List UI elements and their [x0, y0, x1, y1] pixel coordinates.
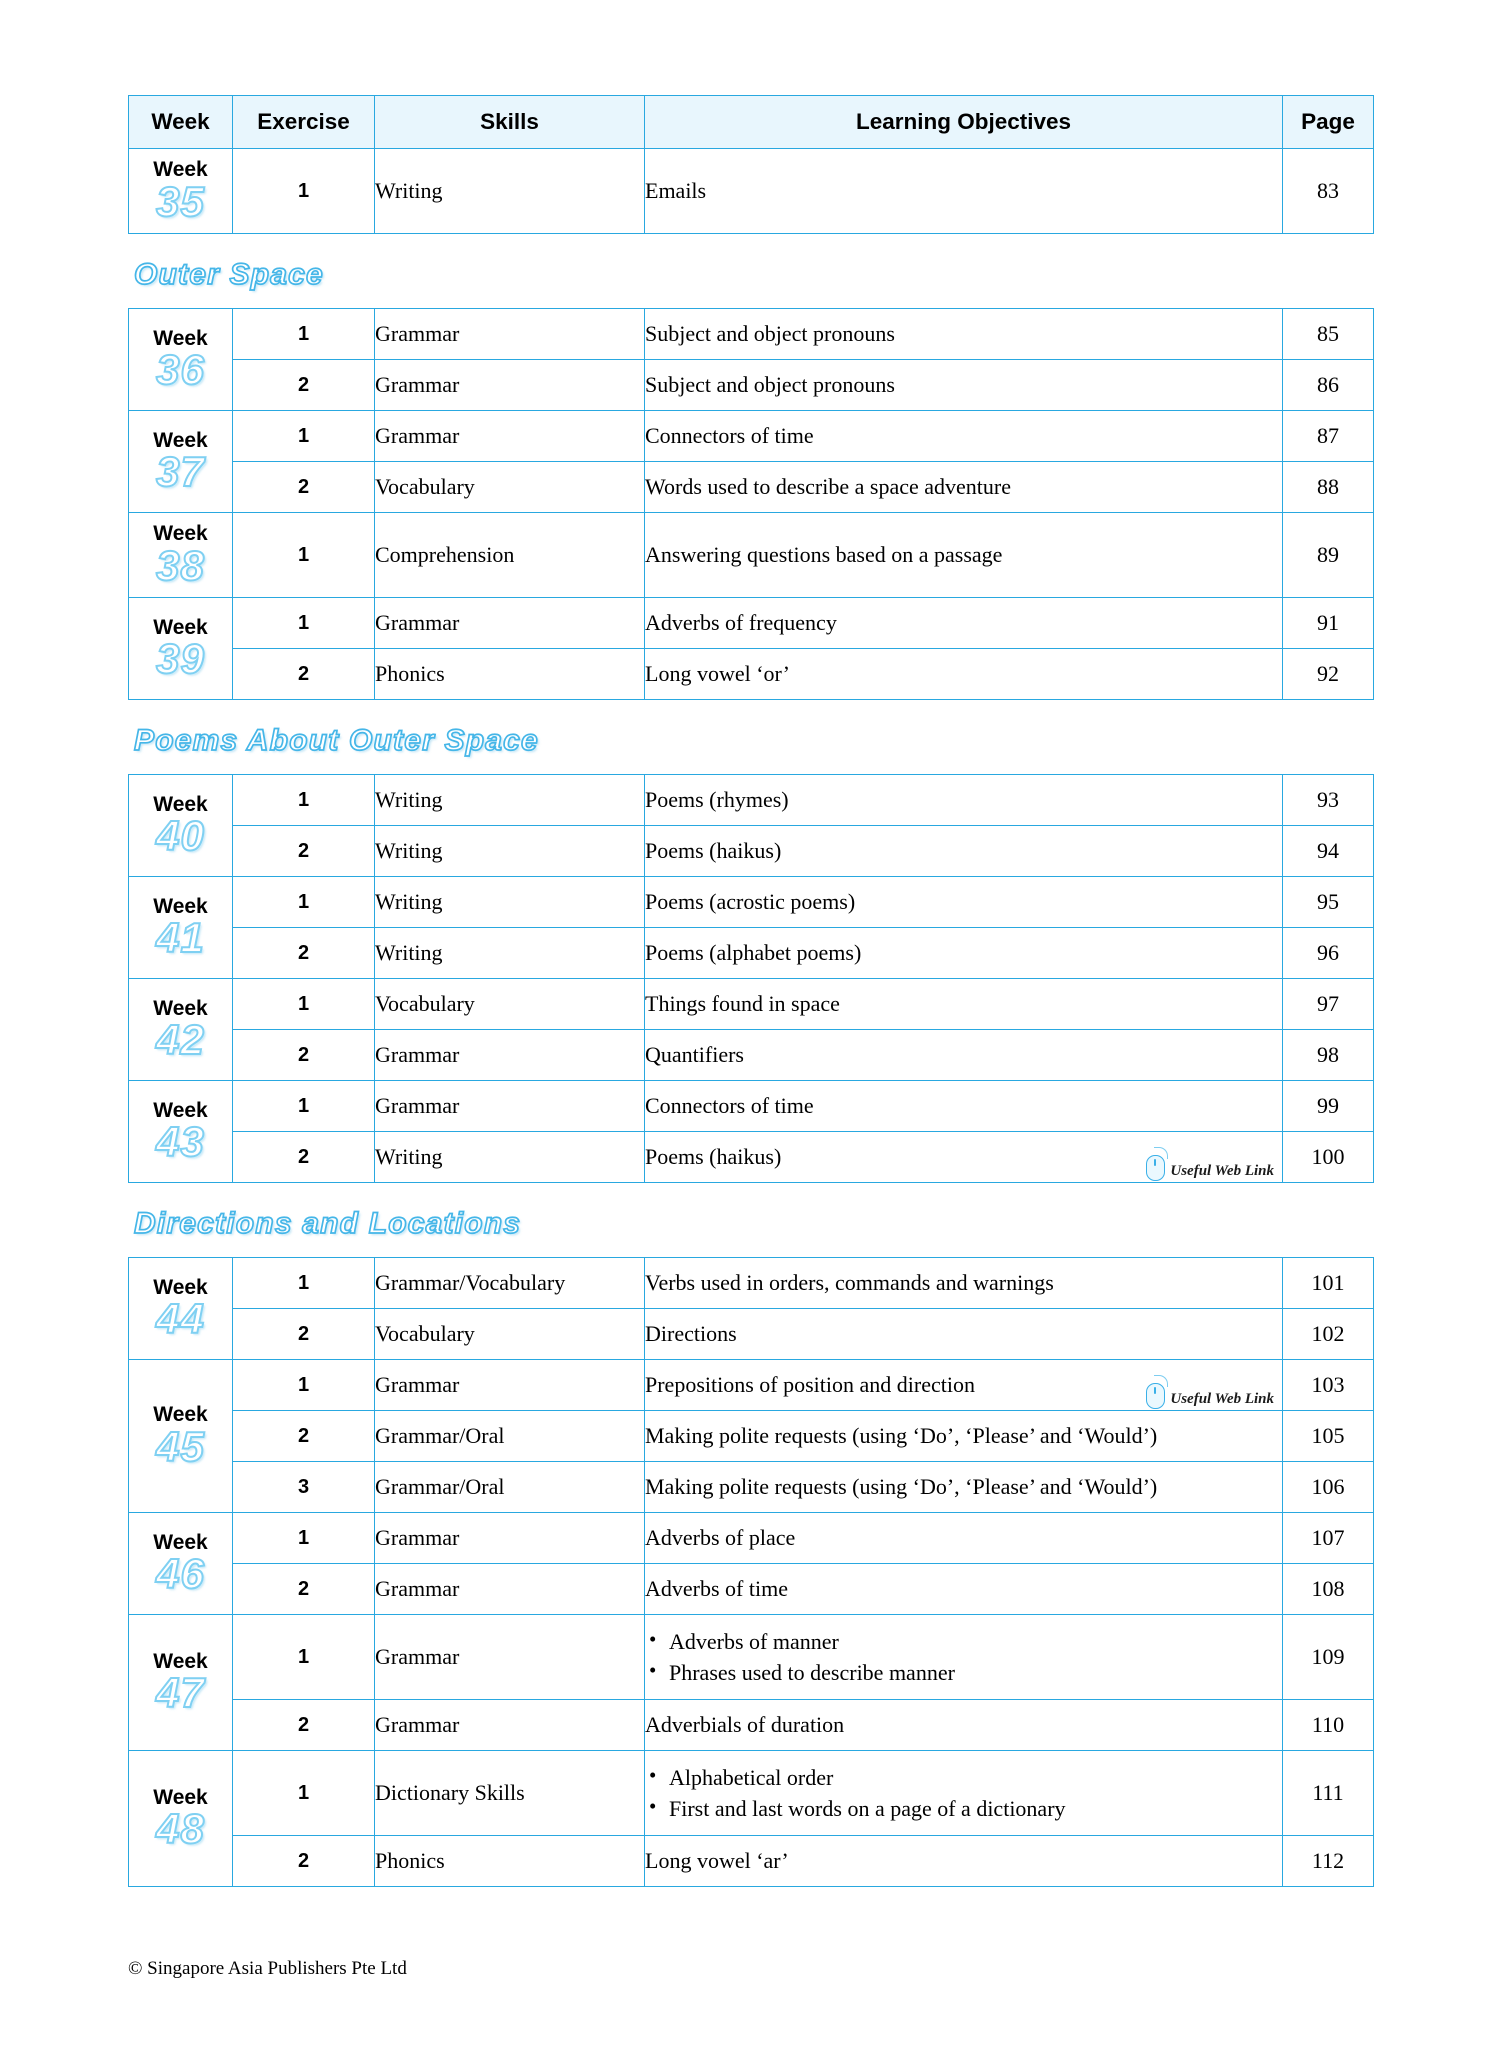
section-title-outer-space: Outer Space: [134, 258, 324, 291]
week-label: Week: [153, 428, 208, 452]
week-cell: [129, 1081, 233, 1183]
week-cell: [129, 1258, 233, 1360]
page-cell: 97: [1283, 979, 1374, 1030]
table-row: [129, 1836, 1374, 1887]
objective-cell: Adverbials of duration: [645, 1700, 1283, 1751]
week-number: 44: [156, 1295, 205, 1343]
objective-cell: Adverbs of time: [645, 1564, 1283, 1615]
table-row: [129, 1309, 1374, 1360]
page-cell: 106: [1283, 1462, 1374, 1513]
objective-cell: Verbs used in orders, commands and warnings: [645, 1258, 1283, 1309]
skills-cell: Grammar/Vocabulary: [375, 1258, 645, 1309]
objective-cell: Long vowel ‘or’: [645, 649, 1283, 700]
objective-cell: Poems (acrostic poems): [645, 877, 1283, 928]
page-cell: 111: [1283, 1751, 1374, 1836]
exercise-cell: 1: [233, 598, 375, 649]
week-number: 37: [156, 448, 205, 496]
schedule-table-directions: [128, 1257, 1374, 1887]
objective-text: Prepositions of position and direction: [645, 1372, 975, 1397]
exercise-cell: 1: [233, 411, 375, 462]
page-cell: 101: [1283, 1258, 1374, 1309]
page-cell: 100: [1283, 1132, 1374, 1183]
table-row: [129, 411, 1374, 462]
week-number: 40: [156, 812, 205, 860]
skills-cell: Grammar: [375, 1513, 645, 1564]
column-header-exercise: Exercise: [233, 96, 375, 149]
table-row: [129, 598, 1374, 649]
table-row: [129, 1513, 1374, 1564]
objective-cell: [645, 1751, 1283, 1836]
week-label: Week: [153, 1403, 208, 1427]
table-row: [129, 1360, 1374, 1411]
objective-cell: Subject and object pronouns: [645, 360, 1283, 411]
skills-cell: Grammar: [375, 309, 645, 360]
objective-cell: [645, 1132, 1283, 1183]
week-number: 35: [156, 177, 205, 225]
objective-bullet-list: [645, 1626, 1282, 1688]
exercise-cell: 2: [233, 1132, 375, 1183]
table-row: [129, 149, 1374, 234]
page-cell: 102: [1283, 1309, 1374, 1360]
week-label: Week: [153, 1275, 208, 1299]
exercise-cell: 2: [233, 1564, 375, 1615]
table-row: [129, 1700, 1374, 1751]
objective-cell: [645, 1360, 1283, 1411]
exercise-cell: 2: [233, 649, 375, 700]
page-cell: 85: [1283, 309, 1374, 360]
useful-web-link-label: Useful Web Link: [1170, 1391, 1274, 1407]
skills-cell: Grammar: [375, 1700, 645, 1751]
week-number: 46: [156, 1550, 205, 1598]
week-label: Week: [153, 158, 208, 182]
table-row: [129, 775, 1374, 826]
objective-cell: Things found in space: [645, 979, 1283, 1030]
page-cell: 91: [1283, 598, 1374, 649]
week-number: 45: [156, 1422, 205, 1470]
exercise-cell: 1: [233, 1513, 375, 1564]
week-label: Week: [153, 326, 208, 350]
page-cell: 110: [1283, 1700, 1374, 1751]
week-number: 41: [156, 914, 205, 962]
list-item: • Phrases used to describe manner: [667, 1657, 1282, 1688]
mouse-icon: [1142, 1375, 1168, 1409]
table-row: [129, 649, 1374, 700]
column-header-week: Week: [129, 96, 233, 149]
exercise-cell: 1: [233, 775, 375, 826]
skills-cell: Grammar/Oral: [375, 1411, 645, 1462]
exercise-cell: 2: [233, 928, 375, 979]
table-row: [129, 309, 1374, 360]
table-body-top: [129, 149, 1374, 234]
objective-cell: Quantifiers: [645, 1030, 1283, 1081]
week-cell: [129, 775, 233, 877]
table-row: [129, 1615, 1374, 1700]
week-cell: [129, 598, 233, 700]
skills-cell: Writing: [375, 149, 645, 234]
week-number: 38: [156, 541, 205, 589]
week-number: 36: [156, 346, 205, 394]
page-cell: 99: [1283, 1081, 1374, 1132]
week-label: Week: [153, 792, 208, 816]
useful-web-link-badge[interactable]: [1142, 1375, 1274, 1409]
page-cell: 95: [1283, 877, 1374, 928]
week-number: 42: [156, 1016, 205, 1064]
skills-cell: Grammar: [375, 1615, 645, 1700]
exercise-cell: 1: [233, 1258, 375, 1309]
page-cell: 86: [1283, 360, 1374, 411]
table-row: [129, 1751, 1374, 1836]
schedule-table-outer-space: [128, 308, 1374, 700]
useful-web-link-label: Useful Web Link: [1170, 1163, 1274, 1179]
objective-cell: Poems (alphabet poems): [645, 928, 1283, 979]
skills-cell: Grammar: [375, 1564, 645, 1615]
page-cell: 92: [1283, 649, 1374, 700]
mouse-icon: [1142, 1147, 1168, 1181]
page-cell: 93: [1283, 775, 1374, 826]
column-header-skills: Skills: [375, 96, 645, 149]
exercise-cell: 2: [233, 462, 375, 513]
page-cell: 88: [1283, 462, 1374, 513]
week-cell: [129, 877, 233, 979]
week-cell: [129, 149, 233, 234]
table-row: [129, 1411, 1374, 1462]
week-label: Week: [153, 1530, 208, 1554]
skills-cell: Comprehension: [375, 513, 645, 598]
page-cell: 98: [1283, 1030, 1374, 1081]
exercise-cell: 2: [233, 1309, 375, 1360]
list-item: • Alphabetical order: [667, 1762, 1282, 1793]
exercise-cell: 1: [233, 1360, 375, 1411]
skills-cell: Grammar: [375, 411, 645, 462]
exercise-cell: 1: [233, 309, 375, 360]
table-row: [129, 1030, 1374, 1081]
table-body-poems: [129, 775, 1374, 1183]
week-label: Week: [153, 615, 208, 639]
exercise-cell: 3: [233, 1462, 375, 1513]
week-cell: [129, 1751, 233, 1887]
skills-cell: Vocabulary: [375, 1309, 645, 1360]
objective-cell: [645, 1615, 1283, 1700]
skills-cell: Phonics: [375, 1836, 645, 1887]
objective-cell: Adverbs of place: [645, 1513, 1283, 1564]
exercise-cell: 1: [233, 877, 375, 928]
exercise-cell: 2: [233, 1030, 375, 1081]
objective-cell: Adverbs of frequency: [645, 598, 1283, 649]
objective-cell: Words used to describe a space adventure: [645, 462, 1283, 513]
objective-cell: Subject and object pronouns: [645, 309, 1283, 360]
exercise-cell: 2: [233, 1836, 375, 1887]
page-cell: 103: [1283, 1360, 1374, 1411]
table-body-outer-space: [129, 309, 1374, 700]
section-title-directions-and-locations: Directions and Locations: [134, 1207, 522, 1240]
week-label: Week: [153, 996, 208, 1020]
table-row: [129, 513, 1374, 598]
week-cell: [129, 513, 233, 598]
week-label: Week: [153, 894, 208, 918]
week-cell: [129, 1513, 233, 1615]
page-cell: 89: [1283, 513, 1374, 598]
page-cell: 83: [1283, 149, 1374, 234]
table-row: [129, 1258, 1374, 1309]
table-row: [129, 928, 1374, 979]
objective-cell: Connectors of time: [645, 1081, 1283, 1132]
week-label: Week: [153, 1785, 208, 1809]
skills-cell: Grammar: [375, 1081, 645, 1132]
exercise-cell: 1: [233, 1751, 375, 1836]
schedule-table-top: [128, 95, 1374, 234]
page-cell: 94: [1283, 826, 1374, 877]
useful-web-link-badge[interactable]: [1142, 1147, 1274, 1181]
exercise-cell: 2: [233, 1700, 375, 1751]
table-row: [129, 360, 1374, 411]
skills-cell: Phonics: [375, 649, 645, 700]
skills-cell: Vocabulary: [375, 979, 645, 1030]
exercise-cell: 2: [233, 1411, 375, 1462]
column-header-page: Page: [1283, 96, 1374, 149]
skills-cell: Writing: [375, 826, 645, 877]
objective-cell: Connectors of time: [645, 411, 1283, 462]
objective-cell: Directions: [645, 1309, 1283, 1360]
objective-cell: Emails: [645, 149, 1283, 234]
week-cell: [129, 411, 233, 513]
week-cell: [129, 309, 233, 411]
objective-cell: Poems (haikus): [645, 826, 1283, 877]
skills-cell: Vocabulary: [375, 462, 645, 513]
skills-cell: Grammar: [375, 598, 645, 649]
table-row: [129, 1132, 1374, 1183]
page-cell: 107: [1283, 1513, 1374, 1564]
exercise-cell: 1: [233, 149, 375, 234]
week-label: Week: [153, 522, 208, 546]
objective-text: Poems (haikus): [645, 1144, 782, 1169]
exercise-cell: 2: [233, 826, 375, 877]
page-cell: 108: [1283, 1564, 1374, 1615]
week-label: Week: [153, 1098, 208, 1122]
week-cell: [129, 1615, 233, 1751]
week-number: 43: [156, 1118, 205, 1166]
skills-cell: Grammar: [375, 1030, 645, 1081]
section-title-poems-about-outer-space: Poems About Outer Space: [134, 724, 539, 757]
objective-cell: Making polite requests (using ‘Do’, ‘Please’ and ‘Would’): [645, 1462, 1283, 1513]
week-number: 47: [156, 1669, 205, 1717]
week-cell: [129, 1360, 233, 1513]
schedule-table-poems: [128, 774, 1374, 1183]
table-row: [129, 1462, 1374, 1513]
exercise-cell: 1: [233, 1615, 375, 1700]
skills-cell: Writing: [375, 877, 645, 928]
exercise-cell: 1: [233, 1081, 375, 1132]
week-cell: [129, 979, 233, 1081]
skills-cell: Dictionary Skills: [375, 1751, 645, 1836]
week-label: Week: [153, 1649, 208, 1673]
page-cell: 96: [1283, 928, 1374, 979]
column-header-objectives: Learning Objectives: [645, 96, 1283, 149]
skills-cell: Grammar: [375, 1360, 645, 1411]
table-row: [129, 1564, 1374, 1615]
skills-cell: Grammar: [375, 360, 645, 411]
table-row: [129, 979, 1374, 1030]
copyright-footer: © Singapore Asia Publishers Pte Ltd: [128, 1958, 407, 1979]
week-number: 48: [156, 1805, 205, 1853]
page-cell: 87: [1283, 411, 1374, 462]
objective-cell: Answering questions based on a passage: [645, 513, 1283, 598]
list-item: • First and last words on a page of a dictionary: [667, 1793, 1282, 1824]
list-item: • Adverbs of manner: [667, 1626, 1282, 1657]
objective-bullet-list: [645, 1762, 1282, 1824]
table-row: [129, 877, 1374, 928]
skills-cell: Writing: [375, 1132, 645, 1183]
exercise-cell: 2: [233, 360, 375, 411]
page-cell: 109: [1283, 1615, 1374, 1700]
skills-cell: Writing: [375, 775, 645, 826]
exercise-cell: 1: [233, 513, 375, 598]
table-header-row: [129, 96, 1374, 149]
table-row: [129, 826, 1374, 877]
table-row: [129, 1081, 1374, 1132]
objective-cell: Making polite requests (using ‘Do’, ‘Please’ and ‘Would’): [645, 1411, 1283, 1462]
table-body-directions: [129, 1258, 1374, 1887]
page-cell: 112: [1283, 1836, 1374, 1887]
table-row: [129, 462, 1374, 513]
skills-cell: Writing: [375, 928, 645, 979]
skills-cell: Grammar/Oral: [375, 1462, 645, 1513]
page-cell: 105: [1283, 1411, 1374, 1462]
objective-cell: Poems (rhymes): [645, 775, 1283, 826]
objective-cell: Long vowel ‘ar’: [645, 1836, 1283, 1887]
week-number: 39: [156, 635, 205, 683]
exercise-cell: 1: [233, 979, 375, 1030]
